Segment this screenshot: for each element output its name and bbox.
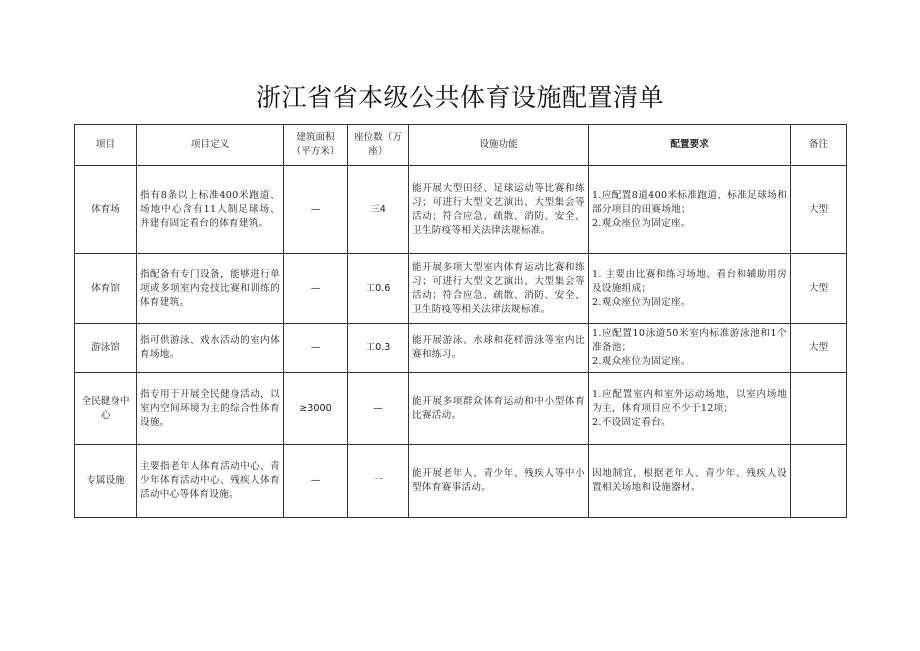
cell-area: —	[284, 166, 348, 254]
cell-function: 能开展游泳、水球和花样游泳等室内比赛和练习。	[409, 324, 589, 373]
cell-seats: 工0.6	[348, 254, 409, 324]
cell-definition: 指配备有专门设备，能够进行单项或多项室内竞技比赛和训练的体育建筑。	[137, 254, 284, 324]
cell-function: 能开展多项群众体育运动和中小型体育比赛活动。	[409, 373, 589, 445]
cell-function: 能开展大型田径、足球运动等比赛和练习；可进行大型文艺演出、大型集会等活动；符合应急、疏散、消防、安全、卫生防疫等相关法律法规标准。	[409, 166, 589, 254]
cell-area: ≥3000	[284, 373, 348, 445]
cell-requirements	[589, 373, 791, 445]
requirement-line: 1. 主要由比赛和练习场地、看台和辅助用房及设施组成；	[592, 268, 787, 294]
cell-area: —	[284, 445, 348, 518]
cell-seats: —	[348, 373, 409, 445]
cell-requirements	[589, 166, 791, 254]
requirement-line: 2.观众座位为固定座。	[592, 356, 691, 367]
header-requirements: 配置要求	[589, 125, 791, 166]
requirement-line: 2.不设固定看台。	[592, 416, 672, 428]
requirement-line: 1.应配置8道400米标准跑道、标准足球场和部分项目的田赛场地；	[592, 189, 787, 215]
cell-definition: 指有8条以上标准400米跑道、场地中心含有11人制足球场、并建有固定看台的体育建筑。	[137, 166, 284, 254]
cell-project: 游泳馆	[75, 324, 137, 373]
table-header-row	[75, 125, 847, 166]
cell-definition: 指可供游泳、戏水活动的室内体育场地。	[137, 324, 284, 373]
cell-remarks: 大型	[791, 166, 847, 254]
requirement-line: 1.应配置10泳道50米室内标准游泳池和1个准备池；	[592, 328, 787, 353]
table-row	[75, 373, 847, 445]
cell-requirements	[589, 324, 791, 373]
cell-project: 全民健身中心	[75, 373, 137, 445]
header-project: 项目	[75, 125, 137, 166]
cell-project: 体育馆	[75, 254, 137, 324]
cell-requirements	[589, 445, 791, 518]
cell-definition: 指专用于开展全民健身活动，以室内空间环境为主的综合性体育设施。	[137, 373, 284, 445]
table-row	[75, 254, 847, 324]
header-area: 建筑面积（平方米）	[284, 125, 348, 166]
header-seats: 座位数（万座）	[348, 125, 409, 166]
cell-area: —	[284, 254, 348, 324]
header-remarks: 备注	[791, 125, 847, 166]
cell-remarks	[791, 445, 847, 518]
cell-area: —	[284, 324, 348, 373]
cell-seats: 三4	[348, 166, 409, 254]
requirement-line: 2.观众座位为固定座。	[592, 296, 691, 308]
cell-definition: 主要指老年人体育活动中心、青少年体育活动中心、残疾人体育活动中心等体育设施。	[137, 445, 284, 518]
header-function: 设施功能	[409, 125, 589, 166]
header-definition: 项目定义	[137, 125, 284, 166]
cell-remarks: 大型	[791, 254, 847, 324]
cell-function: 能开展多项大型室内体育运动比赛和练习；可进行大型文艺演出、大型集会等活动；符合应急、疏散、消防、安全、卫生防疫等相关法律法规标准。	[409, 254, 589, 324]
document-title: 浙江省省本级公共体育设施配置清单	[255, 83, 664, 112]
cell-requirements	[589, 254, 791, 324]
requirement-line: 1.应配置室内和室外运动场地，以室内场地为主，体育项目应不少于12项；	[592, 388, 787, 414]
table-row	[75, 166, 847, 254]
cell-project: 体育场	[75, 166, 137, 254]
cell-function: 能开展老年人、青少年、残疾人等中小型体育赛事活动。	[409, 445, 589, 518]
cell-remarks	[791, 373, 847, 445]
cell-seats: 一	[348, 445, 409, 518]
facility-config-table	[74, 124, 847, 518]
cell-seats: 工0.3	[348, 324, 409, 373]
requirement-line: 因地制宜，根据老年人、青少年、残疾人设置相关场地和设施器材。	[592, 468, 787, 493]
cell-project: 专属设施	[75, 445, 137, 518]
table-row	[75, 324, 847, 373]
table-row	[75, 445, 847, 518]
cell-remarks: 大型	[791, 324, 847, 373]
requirement-line: 2.观众座位为固定座。	[592, 217, 691, 229]
